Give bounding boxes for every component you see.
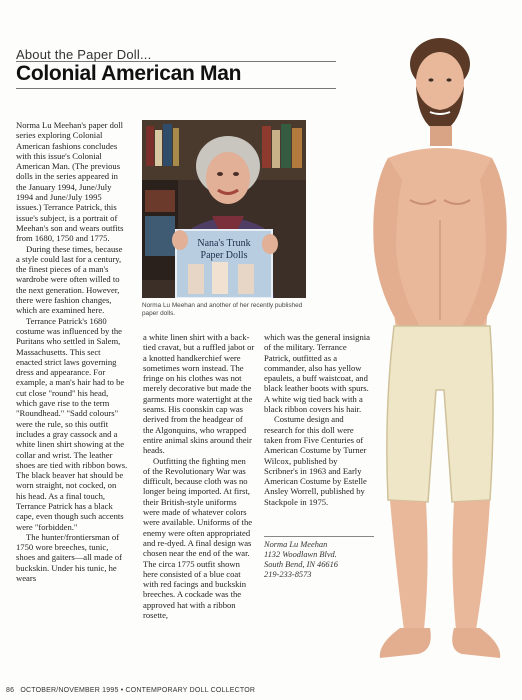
page-number: 86 (6, 687, 15, 694)
paragraph: Norma Lu Meehan's paper doll series exploring Colonial American fashions concludes with this issue's Colonial American Man. (The previous dolls in the series appeared in the January 1994, June/July 1994 and June/July 1995 issues.) Terrance Patrick, this issue's subject, is a portrait of Meehan's son and wears outfits from 1680, 1750 and 1775. (16, 120, 124, 244)
contact-phone: 219-233-8573 (264, 570, 312, 579)
page-footer (6, 687, 255, 694)
contact-name: Norma Lu Meehan (264, 540, 328, 549)
book-title-line2: Paper Dolls (200, 250, 248, 261)
paragraph: Costume design and research for this doll were taken from Five Centuries of American Costume by Turner Wilcox, published by Scribner's in 1963 and Early American Costume by Estelle Ansley Worrell, published by Stackpole in 1975. (264, 414, 367, 507)
issue-line: OCTOBER/NOVEMBER 1995 • CONTEMPORARY DOLL COLLECTOR (20, 687, 256, 694)
photo-caption: Norma Lu Meehan and another of her recently published paper dolls. (142, 302, 303, 317)
author-photo-illustration (142, 120, 306, 298)
paragraph: The hunter/frontiersman of 1750 wore breeches, tunic, shoes and gaiters—all made of buckskin. Under his tunic, he wears (16, 531, 122, 584)
contact-street: 1132 Woodlawn Blvd. (264, 550, 337, 559)
paragraph: Terrance Patrick's 1680 costume was influenced by the Puritans who settled in Salem, Massachusetts. This sect enacted strict laws governing dress and appearance. For example, a man's hair had to be cut close "round" his head, which gave rise to the term "Roundhead." "Sadd colours" were the rule, so this outfit includes a gray cassock and a white linen shirt showing at the collar and wrist. The leather shoes are tied with ribbon bows. The black beaver hat should be worn straight, not cocked, on his head. As a final touch, Terrance Patrick has a black cape, even though such accents were "forbidden." (16, 315, 128, 532)
contact-city: South Bend, IN 46616 (264, 560, 338, 569)
author-photo (142, 120, 306, 298)
paragraph: Outfitting the fighting men of the Revolutionary War was difficult, because cloth was no longer being imported. At first, their British-style uniforms were made of whatever colors were available. Uniforms of the enemy were often appropriated and re-dyed. A final design was chosen near the end of the war. The circa 1775 outfit shown here consisted of a blue coat with red facings and buckskin breeches. A cockade was the approved hat with a ribbon rosette, (143, 455, 253, 621)
paragraph: a white linen shirt with a back-tied cravat, but a ruffled jabot or a knotted handkerchief were sometimes worn instead. The fringe on his clothes was not merely decorative but made the garments more watertight at the seams. His coonskin cap was derived from the headgear of the Algonquins, who wrapped entire animal skins around their heads. (143, 332, 255, 456)
header-bottom-rule (16, 88, 336, 89)
book-title-line1: Nana's Trunk (197, 238, 251, 249)
section-kicker: About the Paper Doll... (16, 47, 152, 62)
paper-doll-figure (340, 30, 522, 690)
paragraph: During these times, because a style could last for a century, the finest pieces of a man's wardrobe were often willed to the next generation. However, there were fashion changes, which are examined here. (16, 243, 123, 316)
paper-doll-illustration (340, 30, 522, 690)
article-column-2 (143, 332, 255, 620)
paragraph: which was the general insignia of the military. Terrance Patrick, outfitted as a commander, also has yellow epaulets, a buff waistcoat, and black leather boots with spurs. A white wig tied back with a black ribbon covers his hair. (264, 332, 370, 415)
article-title: Colonial American Man (16, 62, 242, 85)
article-column-1 (16, 120, 128, 583)
